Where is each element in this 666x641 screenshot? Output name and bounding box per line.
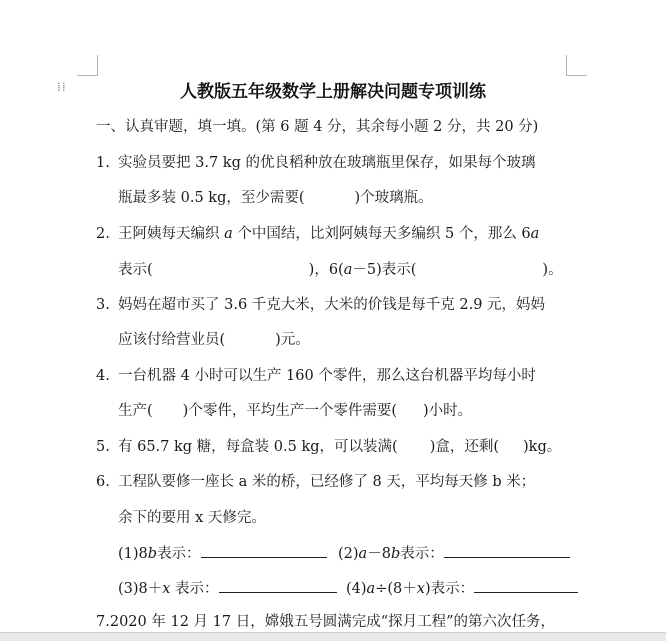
question-6-line-1 bbox=[96, 472, 535, 492]
answer-line[interactable] bbox=[474, 578, 578, 593]
question-text: )个玻璃瓶。 bbox=[354, 190, 433, 206]
variable: a bbox=[530, 226, 540, 242]
question-text: 实验员要把 3.7 kg 的优良稻种放在玻璃瓶里保存，如果每个玻璃 bbox=[118, 155, 536, 171]
page-corner-mark-top-left bbox=[77, 55, 98, 76]
question-6-line-2 bbox=[118, 508, 266, 528]
question-number: 1. bbox=[96, 155, 110, 171]
question-text: 个中国结，比刘阿姨每天多编织 5 个，那么 6 bbox=[232, 226, 531, 242]
question-number: 4. bbox=[96, 368, 110, 384]
question-3-line-2 bbox=[118, 330, 310, 350]
sub-question-text: (4) bbox=[346, 581, 367, 597]
variable: a bbox=[358, 546, 368, 562]
question-text: 工程队要修一座长 a 米的桥，已经修了 8 天，平均每天修 b 米； bbox=[118, 474, 536, 490]
sub-question-text: )表示： bbox=[424, 581, 475, 597]
variable: x bbox=[162, 581, 171, 597]
question-4-line-1 bbox=[96, 366, 536, 386]
question-text: 一台机器 4 小时可以生产 160 个零件，那么这台机器平均每小时 bbox=[118, 368, 536, 384]
variable: a bbox=[366, 581, 376, 597]
question-number: 2. bbox=[96, 226, 110, 242]
sub-question-text: 表示： bbox=[157, 546, 201, 562]
question-text: 有 65.7 kg 糖，每盒装 0.5 kg，可以装满( bbox=[118, 439, 398, 455]
sub-question-text: (3)8＋ bbox=[118, 581, 163, 597]
question-text: 王阿姨每天编织 bbox=[118, 226, 225, 242]
question-text: 妈妈在超市买了 3.6 千克大米，大米的价钱是每千克 2.9 元，妈妈 bbox=[118, 297, 546, 313]
section-heading: 一、认真审题，填一填。(第 6 题 4 分，其余每小题 2 分，共 20 分) bbox=[96, 119, 539, 135]
question-text: )元。 bbox=[275, 332, 310, 348]
question-6-sub-1 bbox=[118, 543, 327, 564]
document-title: 人教版五年级数学上册解决问题专项训练 bbox=[180, 82, 486, 102]
question-text: 瓶最多装 0.5 kg，至少需要( bbox=[118, 190, 305, 206]
question-text: －5)表示( bbox=[352, 262, 417, 278]
question-text: 余下的要用 x 天修完。 bbox=[118, 510, 266, 526]
variable: b bbox=[390, 546, 401, 562]
sub-question-text: 表示： bbox=[400, 546, 444, 562]
variable: a bbox=[224, 226, 233, 242]
question-number: 5. bbox=[96, 439, 110, 455]
question-6-sub-4 bbox=[346, 578, 578, 599]
answer-line[interactable] bbox=[444, 543, 570, 558]
question-2-line-2 bbox=[118, 260, 563, 280]
question-1-line-1 bbox=[96, 153, 535, 173]
question-4-line-2 bbox=[118, 401, 472, 421]
sub-question-text: －8 bbox=[367, 546, 391, 562]
sub-question-text: 表示： bbox=[170, 581, 219, 597]
sub-question-text: (1)8 bbox=[118, 546, 148, 562]
question-1-line-2 bbox=[118, 188, 433, 208]
table-move-handle-icon[interactable]: ⁞⁞ bbox=[57, 80, 67, 94]
question-6-sub-3 bbox=[118, 578, 337, 599]
sub-question-text: ÷(8＋ bbox=[375, 581, 417, 597]
question-text: )kg。 bbox=[523, 439, 562, 455]
question-text: )。 bbox=[542, 262, 563, 278]
answer-line[interactable] bbox=[201, 543, 327, 558]
variable: a bbox=[343, 262, 353, 278]
question-7-line-1 bbox=[96, 612, 555, 632]
variable: b bbox=[147, 546, 158, 562]
question-text: )，6( bbox=[308, 262, 344, 278]
page-corner-mark-top-right bbox=[566, 55, 587, 76]
sub-question-text: (2) bbox=[338, 546, 359, 562]
question-number: 6. bbox=[96, 474, 110, 490]
question-number: 3. bbox=[96, 297, 110, 313]
question-5-line-1 bbox=[96, 437, 561, 457]
question-text: )小时。 bbox=[423, 403, 473, 419]
question-text: 应该付给营业员( bbox=[118, 332, 226, 348]
question-number: 7. bbox=[96, 614, 110, 630]
variable: x bbox=[416, 581, 425, 597]
question-text: 生产( bbox=[118, 403, 153, 419]
question-text: 表示( bbox=[118, 262, 153, 278]
question-text: )盒，还剩( bbox=[429, 439, 500, 455]
answer-line[interactable] bbox=[219, 578, 337, 593]
question-text: 2020 年 12 月 17 日，嫦娥五号圆满完成“探月工程”的第六次任务， bbox=[109, 614, 556, 630]
question-2-line-1 bbox=[96, 224, 539, 244]
question-3-line-1 bbox=[96, 295, 545, 315]
question-text: )个零件，平均生产一个零件需要( bbox=[182, 403, 397, 419]
question-6-sub-2 bbox=[338, 543, 570, 564]
